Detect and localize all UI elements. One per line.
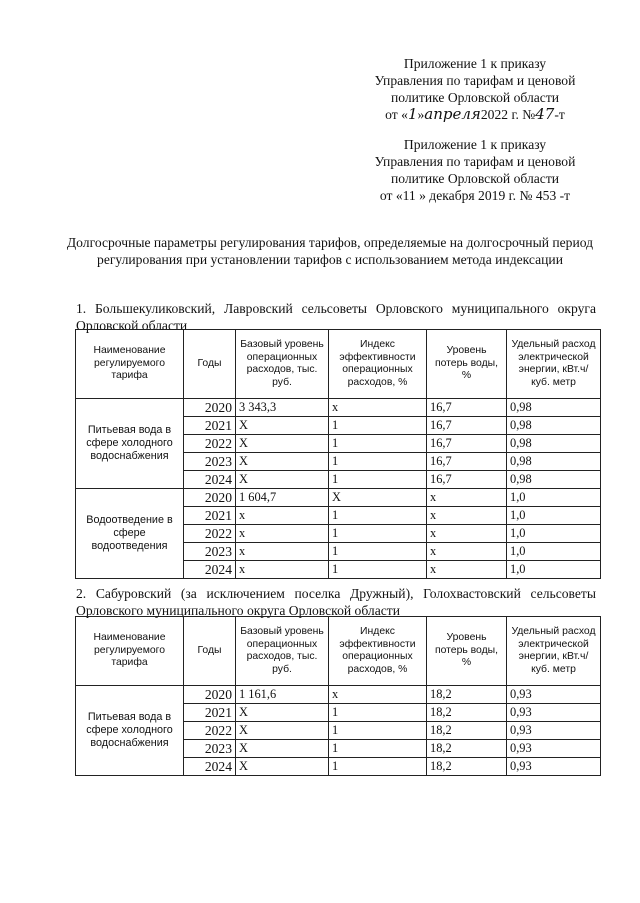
year-cell: 2023 bbox=[184, 543, 236, 561]
base-cell: X bbox=[236, 722, 329, 740]
handwritten-number: 47 bbox=[535, 105, 555, 123]
loss-cell: 18,2 bbox=[427, 758, 507, 776]
base-cell: X bbox=[236, 453, 329, 471]
year-cell: 2021 bbox=[184, 417, 236, 435]
header-current-order bbox=[350, 55, 600, 123]
section1-heading: 1. Большекуликовский, Лавровский сельсоветы Орловского муниципального округа Орловской области bbox=[76, 301, 596, 333]
base-cell: 1 161,6 bbox=[236, 686, 329, 704]
index-cell: 1 bbox=[329, 722, 427, 740]
column-header-base: Базовый уровень операционных расходов, тыс. руб. bbox=[236, 617, 329, 686]
loss-cell: 18,2 bbox=[427, 722, 507, 740]
energy-cell: 1,0 bbox=[507, 507, 601, 525]
index-cell: 1 bbox=[329, 507, 427, 525]
header-current-line3: политике Орловской области bbox=[390, 90, 560, 105]
index-cell: 1 bbox=[329, 417, 427, 435]
header-current-line2: Управления по тарифам и ценовой bbox=[374, 73, 576, 88]
base-cell: x bbox=[236, 543, 329, 561]
header-previous-order bbox=[350, 136, 600, 204]
base-cell: X bbox=[236, 417, 329, 435]
index-cell: 1 bbox=[329, 543, 427, 561]
year-cell: 2020 bbox=[184, 399, 236, 417]
handwritten-month: апреля bbox=[424, 105, 481, 123]
index-cell: 1 bbox=[329, 435, 427, 453]
tariff-name-cell: Водоотведение в сфере водоотведения bbox=[76, 489, 184, 579]
tariff-table-section2 bbox=[75, 616, 601, 776]
year-cell: 2021 bbox=[184, 507, 236, 525]
header-previous-line1: Приложение 1 к приказу bbox=[403, 137, 547, 152]
table-row bbox=[76, 489, 601, 507]
loss-cell: x bbox=[427, 525, 507, 543]
year-cell: 2023 bbox=[184, 453, 236, 471]
year-cell: 2021 bbox=[184, 704, 236, 722]
loss-cell: x bbox=[427, 507, 507, 525]
energy-cell: 1,0 bbox=[507, 489, 601, 507]
energy-cell: 0,93 bbox=[507, 740, 601, 758]
date-year: 2022 г. № bbox=[480, 107, 536, 122]
tariff-table-section1 bbox=[75, 329, 601, 579]
year-cell: 2020 bbox=[184, 489, 236, 507]
index-cell: 1 bbox=[329, 525, 427, 543]
handwritten-day: 1 bbox=[407, 105, 418, 123]
tariff-name-cell: Питьевая вода в сфере холодного водоснабжения bbox=[76, 399, 184, 489]
header-previous-line4: от «11 » декабря 2019 г. № 453 -т bbox=[379, 188, 571, 203]
energy-cell: 0,93 bbox=[507, 704, 601, 722]
year-cell: 2022 bbox=[184, 722, 236, 740]
column-header-service: Наименование регулируемого тарифа bbox=[76, 330, 184, 399]
column-header-loss: Уровень потерь воды, % bbox=[427, 617, 507, 686]
energy-cell: 1,0 bbox=[507, 525, 601, 543]
base-cell: 1 604,7 bbox=[236, 489, 329, 507]
index-cell: x bbox=[329, 399, 427, 417]
base-cell: x bbox=[236, 507, 329, 525]
loss-cell: x bbox=[427, 489, 507, 507]
year-cell: 2024 bbox=[184, 758, 236, 776]
table-header-row bbox=[76, 617, 601, 686]
index-cell: 1 bbox=[329, 704, 427, 722]
index-cell: X bbox=[329, 489, 427, 507]
index-cell: x bbox=[329, 686, 427, 704]
header-current-date-line bbox=[350, 106, 600, 123]
index-cell: 1 bbox=[329, 561, 427, 579]
number-suffix: -т bbox=[554, 107, 565, 122]
table-row bbox=[76, 399, 601, 417]
base-cell: X bbox=[236, 740, 329, 758]
loss-cell: 16,7 bbox=[427, 471, 507, 489]
base-cell: x bbox=[236, 561, 329, 579]
table-row bbox=[76, 686, 601, 704]
energy-cell: 0,98 bbox=[507, 399, 601, 417]
loss-cell: 16,7 bbox=[427, 417, 507, 435]
energy-cell: 0,98 bbox=[507, 453, 601, 471]
energy-cell: 1,0 bbox=[507, 543, 601, 561]
year-cell: 2024 bbox=[184, 561, 236, 579]
base-cell: x bbox=[236, 525, 329, 543]
year-cell: 2023 bbox=[184, 740, 236, 758]
base-cell: X bbox=[236, 704, 329, 722]
base-cell: X bbox=[236, 471, 329, 489]
base-cell: 3 343,3 bbox=[236, 399, 329, 417]
index-cell: 1 bbox=[329, 453, 427, 471]
section2-heading: 2. Сабуровский (за исключением поселка Дружный), Голохвастовский сельсоветы Орловского муниципального округа Орловской области bbox=[76, 586, 596, 618]
energy-cell: 0,93 bbox=[507, 758, 601, 776]
index-cell: 1 bbox=[329, 740, 427, 758]
header-previous-line2: Управления по тарифам и ценовой bbox=[374, 154, 576, 169]
header-current-line1: Приложение 1 к приказу bbox=[403, 56, 547, 71]
column-header-index: Индекс эффективности операционных расходов, % bbox=[329, 617, 427, 686]
loss-cell: 16,7 bbox=[427, 453, 507, 471]
header-previous-line3: политике Орловской области bbox=[390, 171, 560, 186]
date-mid: » bbox=[417, 107, 425, 122]
column-header-index: Индекс эффективности операционных расходов, % bbox=[329, 330, 427, 399]
column-header-base: Базовый уровень операционных расходов, тыс. руб. bbox=[236, 330, 329, 399]
column-header-energy: Удельный расход электрической энергии, кВт.ч/куб. метр bbox=[507, 330, 601, 399]
date-prefix: от « bbox=[385, 107, 408, 122]
base-cell: X bbox=[236, 758, 329, 776]
energy-cell: 1,0 bbox=[507, 561, 601, 579]
loss-cell: x bbox=[427, 561, 507, 579]
year-cell: 2022 bbox=[184, 435, 236, 453]
document-title: Долгосрочные параметры регулирования тарифов, определяемые на долгосрочный период регулирования при установлении тарифов с использованием метода индексации bbox=[66, 235, 594, 267]
base-cell: X bbox=[236, 435, 329, 453]
energy-cell: 0,93 bbox=[507, 686, 601, 704]
loss-cell: 18,2 bbox=[427, 740, 507, 758]
loss-cell: 18,2 bbox=[427, 704, 507, 722]
tariff-name-cell: Питьевая вода в сфере холодного водоснабжения bbox=[76, 686, 184, 776]
table-header-row bbox=[76, 330, 601, 399]
year-cell: 2020 bbox=[184, 686, 236, 704]
column-header-years: Годы bbox=[184, 617, 236, 686]
energy-cell: 0,98 bbox=[507, 435, 601, 453]
loss-cell: 16,7 bbox=[427, 399, 507, 417]
column-header-service: Наименование регулируемого тарифа bbox=[76, 617, 184, 686]
column-header-loss: Уровень потерь воды, % bbox=[427, 330, 507, 399]
energy-cell: 0,93 bbox=[507, 722, 601, 740]
index-cell: 1 bbox=[329, 758, 427, 776]
loss-cell: x bbox=[427, 543, 507, 561]
index-cell: 1 bbox=[329, 471, 427, 489]
energy-cell: 0,98 bbox=[507, 471, 601, 489]
energy-cell: 0,98 bbox=[507, 417, 601, 435]
year-cell: 2022 bbox=[184, 525, 236, 543]
year-cell: 2024 bbox=[184, 471, 236, 489]
loss-cell: 16,7 bbox=[427, 435, 507, 453]
column-header-years: Годы bbox=[184, 330, 236, 399]
loss-cell: 18,2 bbox=[427, 686, 507, 704]
column-header-energy: Удельный расход электрической энергии, кВт.ч/куб. метр bbox=[507, 617, 601, 686]
